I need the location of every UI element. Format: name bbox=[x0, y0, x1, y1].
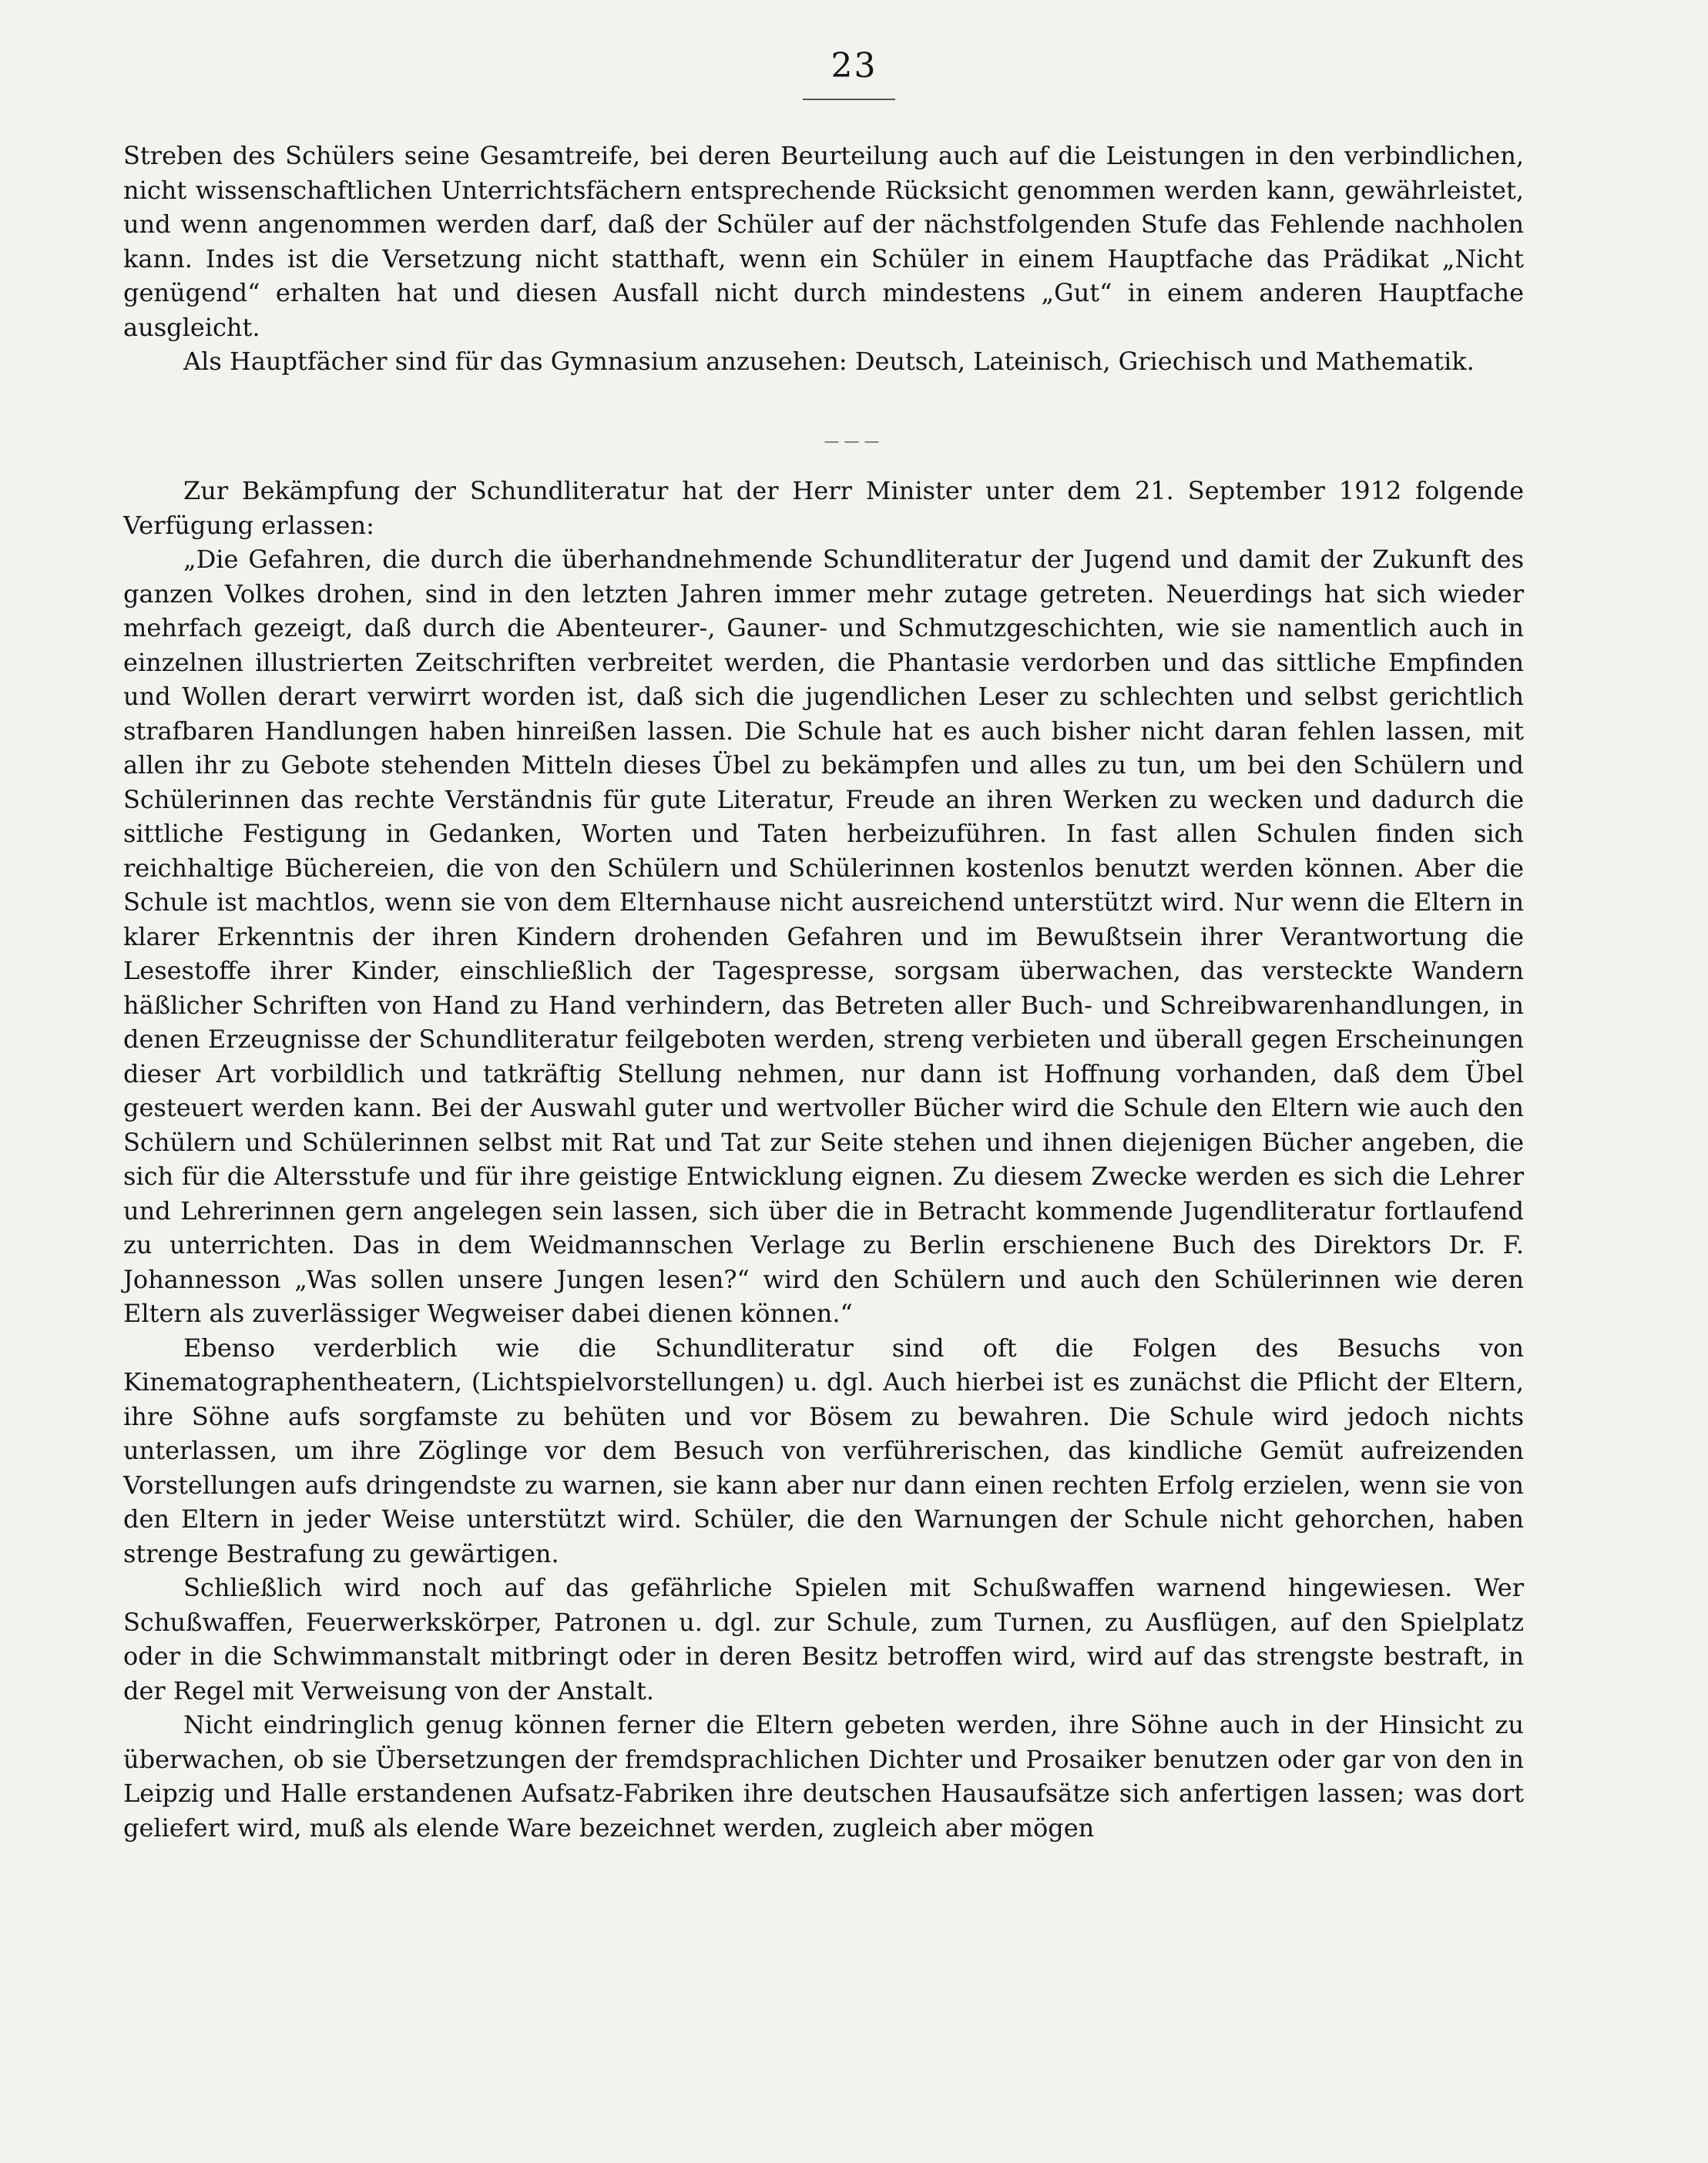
paragraph-cinema: Ebenso verderblich wie die Schundliteratur sind oft die Folgen des Besuchs von Kinematographentheatern, (Lichtspielvorstellungen) u. dgl. Auch hierbei ist es zunächst die Pflicht der Eltern, ihre Söhne aufs sorgfamste zu behüten und vor Bösem zu bewahren. Die Schule wird jedoch nichts unterlassen, um ihre Zöglinge vor dem Besuch von verführerischen, das kindliche Gemüt aufreizenden Vorstellungen aufs dringendste zu warnen, sie kann aber nur dann einen rechten Erfolg erzielen, wenn sie von den Eltern in jeder Weise unterstützt wird. Schüler, die den Warnungen der Schule nicht gehorchen, haben strenge Bestrafung zu gewärtigen. bbox=[123, 1333, 1524, 1568]
paragraph-main-subjects: Als Hauptfächer sind für das Gymnasium anzusehen: Deutsch, Lateinisch, Griechisch und Mathematik. bbox=[183, 347, 1475, 376]
text-block-main bbox=[123, 474, 1524, 1845]
text-block-top bbox=[123, 139, 1524, 379]
paragraph-decree-intro: Zur Bekämpfung der Schundliteratur hat der Herr Minister unter dem 21. September 1912 folgende Verfügung erlassen: bbox=[123, 476, 1524, 540]
page-number-rule bbox=[803, 99, 895, 100]
paragraph-translations: Nicht eindringlich genug können ferner die Eltern gebeten werden, ihre Söhne auch in der Hinsicht zu überwachen, ob sie Übersetzungen der fremdsprachlichen Dichter und Prosaiker benutzen oder gar von den in Leipzig und Halle erstandenen Aufsatz-Fabriken ihre deutschen Hausaufsätze sich anfertigen lassen; was dort geliefert wird, muß als elende Ware bezeichnet werden, zugleich aber mögen bbox=[123, 1710, 1524, 1843]
paragraph-firearms: Schließlich wird noch auf das gefährliche Spielen mit Schußwaffen warnend hingewiesen. Wer Schußwaffen, Feuerwerkskörper, Patronen u. dgl. zur Schule, zum Turnen, zu Ausflügen, auf den Spielplatz oder in die Schwimmanstalt mitbringt oder in deren Besitz betroffen wird, wird auf das strengste bestraft, in der Regel mit Verweisung von der Anstalt. bbox=[123, 1573, 1524, 1705]
page-number: 23 bbox=[831, 46, 877, 86]
paragraph-promotion-rules: Streben des Schülers seine Gesamtreife, bei deren Beurteilung auch auf die Leistungen in den verbindlichen, nicht wissenschaftlichen Unterrichtsfächern entsprechende Rücksicht genommen werden kann, gewährleistet, und wenn angenommen werden darf, daß der Schüler auf der nächstfolgenden Stufe das Fehlende nachholen kann. Indes ist die Versetzung nicht statthaft, wenn ein Schüler in einem Hauptfache das Prädikat „Nicht genügend“ erhalten hat und diesen Ausfall nicht durch mindestens „Gut“ in einem anderen Hauptfache ausgleicht. bbox=[123, 141, 1524, 342]
section-separator: ——— bbox=[824, 431, 884, 450]
paragraph-decree-quote: „Die Gefahren, die durch die überhandnehmende Schundliteratur der Jugend und damit der Zukunft des ganzen Volkes drohen, sind in den letzten Jahren immer mehr zutage getreten. Neuerdings hat sich wieder mehrfach gezeigt, daß durch die Abenteurer-, Gauner- und Schmutzgeschichten, wie sie namentlich auch in einzelnen illustrierten Zeitschriften verbreitet werden, die Phantasie verdorben und das sittliche Empfinden und Wollen derart verwirrt worden ist, daß sich die jugendlichen Leser zu schlechten und selbst gerichtlich strafbaren Handlungen haben hinreißen lassen. Die Schule hat es auch bisher nicht daran fehlen lassen, mit allen ihr zu Gebote stehenden Mitteln dieses Übel zu bekämpfen und alles zu tun, um bei den Schülern und Schülerinnen das rechte Verständnis für gute Literatur, Freude an ihren Werken zu wecken und dadurch die sittliche Festigung in Gedanken, Worten und Taten herbeizuführen. In fast allen Schulen finden sich reichhaltige Büchereien, die von den Schülern und Schülerinnen kostenlos benutzt werden können. Aber die Schule ist machtlos, wenn sie von dem Elternhause nicht ausreichend unterstützt wird. Nur wenn die Eltern in klarer Erkenntnis der ihren Kindern drohenden Gefahren und im Bewußtsein ihrer Verantwortung die Lesestoffe ihrer Kinder, einschließlich der Tagespresse, sorgsam überwachen, das versteckte Wandern häßlicher Schriften von Hand zu Hand verhindern, das Betreten aller Buch- und Schreibwarenhandlungen, in denen Erzeugnisse der Schundliteratur feilgeboten werden, streng verbieten und überall gegen Erscheinungen dieser Art vorbildlich und tatkräftig Stellung nehmen, nur dann ist Hoffnung vorhanden, daß dem Übel gesteuert werden kann. Bei der Auswahl guter und wertvoller Bücher wird die Schule den Eltern wie auch den Schülern und Schülerinnen selbst mit Rat und Tat zur Seite stehen und ihnen diejenigen Bücher angeben, die sich für die Altersstufe und für ihre geistige Entwicklung eignen. Zu diesem Zwecke werden es sich die Lehrer und Lehrerinnen gern angelegen sein lassen, sich über die in Betracht kommende Jugendliteratur fortlaufend zu unterrichten. Das in dem Weidmannschen Verlage zu Berlin erschienene Buch des Direktors Dr. F. Johannesson „Was sollen unsere Jungen lesen?“ wird den Schülern und auch den Schülerinnen wie deren Eltern als zuverlässiger Wegweiser dabei dienen können.“ bbox=[123, 545, 1524, 1328]
